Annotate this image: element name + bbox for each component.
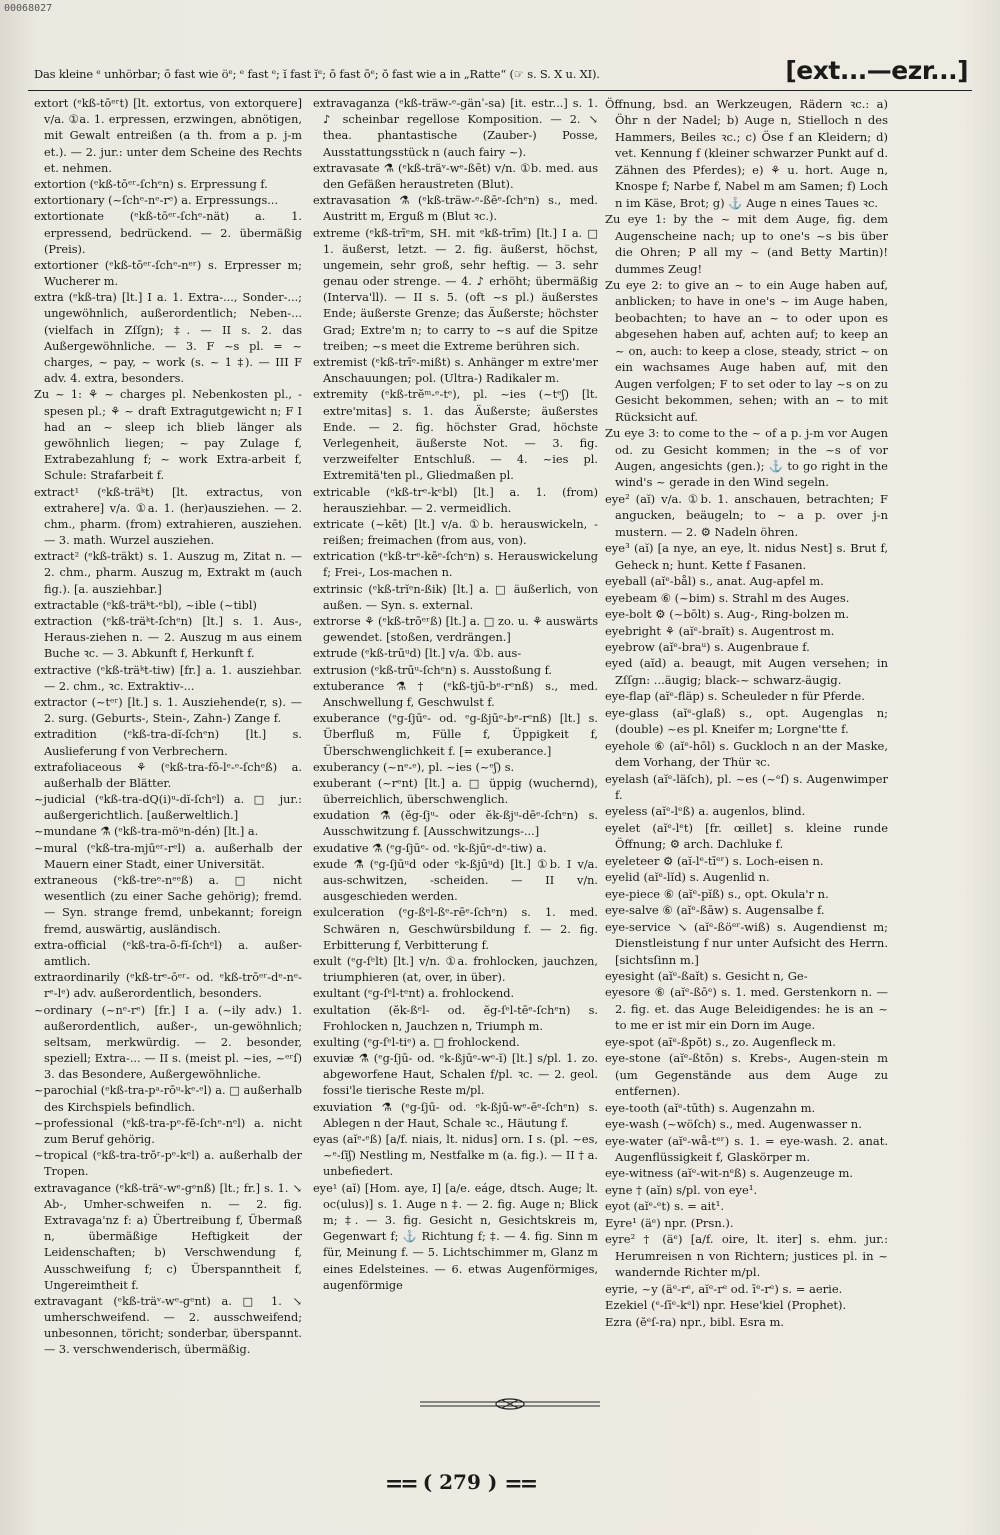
dictionary-entry: eyesore ⑥ (aĭᵉ-ßōᵉ) s. 1. med. Gerstenkorn n. — 2. fig. et. das Auge Beleidigendes: he is an ~ to me er ist mir ein Dorn im Auge. (605, 985, 888, 1033)
dictionary-entry: eyeleteer ⚙ (aĭ-lᵉ-tīᵉʳ) s. Loch-eisen n. (605, 853, 824, 868)
dictionary-entry: ~parochial (ᵉkß-tra-pᵃ-rōᵘ-kᵉ-ᵉl) a. □ außerhalb des Kirchspiels befindlich. (34, 1084, 302, 1114)
dictionary-entry: eyesight (aĭᵉ-ßaĭt) s. Gesicht n, Ge- (605, 969, 808, 984)
dictionary-entry: extricate (~kēt) [lt.] v/a. ①b. herauswickeln, -reißen; freimachen (from aus, von). (313, 517, 598, 548)
dictionary-entry: extrinsic (ᵉkß-trĭᵉn-ßik) [lt.] a. □ äußerlich, von außen. — Syn. s. external. (313, 582, 598, 612)
dictionary-entry: eye-water (aĭᵉ-wå-tᵉʳ) s. 1. = eye-wash. 2. anat. Augenflüssigkeit f, Glaskörper m. (605, 1133, 888, 1164)
dictionary-entry: extricable (ᵉkß-trᵉ-kᵉbl) [lt.] a. 1. (from) herausziehbar. — 2. vermeidlich. (313, 485, 598, 515)
dictionary-entry: eye-piece ⑥ (aĭᵉ-pĭß) s., opt. Okula'r n. (605, 886, 829, 901)
page-footer: == ( 279 ) == (384, 1470, 536, 1497)
dictionary-entry: eyeless (aĭᵉ-lᵉß) a. augenlos, blind. (605, 804, 806, 819)
dictionary-entry: exudative ⚗ (ᵉg-ſjūᵉ- od. ᵉk-ßjūᵉ-dᵉ-tiw) a. (313, 841, 547, 855)
dictionary-entry: extract² (ᵉkß-träkt) s. 1. Auszug m, Zitat n. — 2. chm., pharm. Auszug m, Extrakt m (auch fig.). [a. ausziehbar.] (34, 550, 302, 596)
dictionary-entry: eye-stone (aĭᵉ-ßtōn) s. Krebs-, Augen-stein m (um Gegenstände aus dem Auge zu entfernen). (605, 1051, 888, 1099)
dictionary-entry: eyed (aĭd) a. beaugt, mit Augen versehen; in Zſſgn: ...äugig; black-~ schwarz-äugig. (605, 656, 888, 687)
footer-rule-right: == (504, 1471, 536, 1497)
dictionary-entry: extort (ᵉkß-tōᵉʳt) [lt. extortus, von extorquere] v/a. ①a. 1. erpressen, erzwingen, abnötigen, mit Gewalt entreißen (a th. from a p. j-m et.). — 2. jur.: unter dem Scheine des Rechts et. nehmen. (34, 97, 302, 175)
dictionary-entry: extravaganza (ᵉkß-träw-ᵉ-gänˈ-sa) [it. estr...] s. 1. ♪ scheinbar regellose Komposition. — 2. ↘ thea. phantastische (Zauber-) Posse, Ausstattungsstück n (auch fairy ~). (313, 97, 598, 159)
dictionary-entry: extortioner (ᵉkß-tōᵉʳ-ſchᵉ-nᵉʳ) s. Erpresser m; Wucherer m. (34, 258, 302, 289)
dictionary-entry: eye¹ (aĭ) [Hom. aye, I] [a/e. eáge, dtsch. Auge; lt. oc(ulus)] s. 1. Auge n ‡. — 2. fig. Auge n; Blick m; ‡. — 3. fig. Gesicht n, Gesichtskreis m, Gegenwart f; ⚓ Richtung f; ‡. — 4. fig. Sinn m für, Meinung f. — 5. Lichtschimmer m, Glanz m eines Edelsteines. — 6. etwas Augenförmiges, augenförmige (313, 1181, 598, 1292)
dictionary-entry: Zu eye 2: to give an ~ to ein Auge haben auf, anblicken; to have in one's ~ im Auge haben, beobachten; to have an ~ to oder upon es abgesehen haben auf, achten auf; to keep an ~ on, auch: to keep a close, steady, strict ~ on ein wachsames Auge haben auf, mit den Augen verfolgen; F to set oder to lay ~s on zu Gesicht bekommen, sehen; with an ~ to mit Rücksicht auf. (605, 277, 888, 424)
dictionary-entry: ~ordinary (~nᵉ-rᵉ) [fr.] I a. (~ily adv.) 1. außerordentlich, außer-, un-gewöhnlich; seltsam, merkwürdig. — 2. besonder, speziell; Extra-... — II s. (meist pl. ~ies, ~ᵉʳſ) 3. das Besondere, Außergewöhnliche. (34, 1003, 302, 1082)
dictionary-entry: eyas (aĭᵉ-ᵉß) [a/f. niais, lt. nidus] orn. I s. (pl. ~es, ~ᵉ-ſĭʃ) Nestling m, Nestfalke m (a. fig.). — II † a. unbefiedert. (313, 1133, 598, 1179)
dictionary-entry: ~judicial (ᵉkß-tra-dQ(i)ᵘ-dĭ-ſchᵉl) a. □ jur.: außergerichtlich. [außerweltlich.] (34, 793, 302, 823)
dictionary-entry: exulting (ᵉg-ſᵉl-tiᵉ) a. □ frohlockend. (313, 1035, 520, 1049)
dictionary-entry: eyelet (aĭᵉ-lᵉt) [fr. œillet] s. kleine runde Öffnung; ⚙ arch. Dachluke f. (605, 820, 888, 852)
dictionary-entry: extravasation ⚗ (ᵉkß-träw-ᵉ-ßēᵉ-ſchᵉn) s., med. Austritt m, Erguß m (Blut ꝛc.). (313, 194, 598, 224)
dictionary-entry: exuberancy (~nᵉ-ᵉ), pl. ~ies (~ᵉʃ) s. (313, 760, 515, 774)
dictionary-entry: extrusion (ᵉkß-trūᵘ-ſchᵉn) s. Ausstoßung f. (313, 663, 552, 677)
dictionary-entry: eye-spot (aĭᵉ-ßpŏt) s., zo. Augenfleck m. (605, 1034, 836, 1049)
dictionary-entry: extrorse ⚘ (ᵉkß-trōᵉʳß) [lt.] a. □ zo. u. ⚘ auswärts gewendet. [stoßen, verdrängen.] (313, 615, 598, 645)
page-header (28, 56, 972, 91)
entry-range: [ext...—ezr...] (785, 56, 968, 85)
dictionary-entry: eyne † (aĭn) s/pl. von eye¹. (605, 1182, 758, 1197)
dictionary-entry: Öffnung, bsd. an Werkzeugen, Rädern ꝛc.: a) Öhr n der Nadel; b) Auge n, Stielloch n des Hammers, Beiles ꝛc.; c) Öse f an Kleidern; d) vet. Kennung f (kleiner schwarzer Punkt auf d. Zähnen des Pferdes); e) ⚘ u. hort. Auge n, Knospe f; Narbe f, Nabel m am Samen; f) Loch n im Käse, Brot; g) ⚓ Auge n eines Taues ꝛc. (605, 97, 888, 210)
page-id: 00068027 (4, 3, 53, 14)
dictionary-entry: extractor (~tᵉʳ) [lt.] s. 1. Ausziehende(r, s). — 2. surg. (Geburts-, Stein-, Zahn-) Zange f. (34, 695, 302, 726)
dictionary-entry: extract¹ (ᵉkß-träᵏt) [lt. extractus, von extrahere] v/a. ①a. 1. (her)ausziehen. — 2. chm., pharm. (from) extrahieren, ausziehen. — 3. math. Wurzel ausziehen. (34, 485, 302, 548)
dictionary-entry: ~mundane ⚗ (ᵉkß-tra-möᵘn-dén) [lt.] a. (34, 825, 259, 839)
dictionary-entry: eye-glass (aĭᵉ-glaß) s., opt. Augenglas n; (double) ~es pl. Kneifer m; Lorgne'tte f. (605, 705, 888, 737)
page-number: 279 (439, 1470, 481, 1494)
dictionary-entry: exuviation ⚗ (ᵉg-ſjū- od. ᵉk-ßjū-wᵉ-ēᵉ-ſchᵉn) s. Ablegen n der Haut, Schale ꝛc., Häutung f. (313, 1100, 598, 1130)
dictionary-entry: eyrie, ~y (äᵉ-rᵉ, aĭᵉ-rᵉ od. īᵉ-rᵉ) s. = aerie. (605, 1281, 843, 1296)
footer-rule-left: == (384, 1471, 416, 1497)
dictionary-entry: exultant (ᵉg-ſᵉl-tᵉnt) a. frohlockend. (313, 987, 515, 1001)
pronunciation-key: Das kleine ᵉ unhörbar; ō fast wie öᵉ; ᵉ fast ᵉ; ĭ fast ĭᵉ; ō fast ōᵉ; ŏ fast wie a in „Ratte“ (☞ s. S. X u. XI). (34, 67, 600, 81)
dictionary-entry: extra (ᵉkß-tra) [lt.] I a. 1. Extra-..., Sonder-...; ungewöhnlich, außerordentlich; Neben-... (vielfach in Zſſgn); ‡. — II s. 2. das Außergewöhnliche. — 3. F ~s pl. = ~ charges, ~ pay, ~ work (s. ~ 1 ‡). — III F adv. 4. extra, besonders. (34, 291, 302, 386)
dictionary-entry: Ezra (ĕᵉſ-ra) npr., bibl. Esra m. (605, 1314, 785, 1329)
dictionary-entry: extractable (ᵉkß-träᵏt-ᵉbl), ~ible (~tibl) (34, 598, 257, 612)
column-middle (313, 96, 598, 1336)
dictionary-entry: Ezekiel (ᵉ-ſīᵉ-kᵉl) npr. Hese'kiel (Prophet). (605, 1298, 847, 1313)
dictionary-entry: exuberant (~rᵉnt) [lt.] a. □ üppig (wuchernd), überreichlich, überschwenglich. (313, 776, 598, 807)
dictionary-entry: eye-salve ⑥ (aĭᵉ-ßāw) s. Augensalbe f. (605, 903, 825, 918)
dictionary-entry: eye-witness (aĭᵉ-wit-nᵉß) s. Augenzeuge m. (605, 1166, 854, 1181)
dictionary-entry: exultation (ĕk-ßᵉl- od. ĕg-ſᵉl-tēᵉ-ſchᵉn) s. Frohlocken n, Jauchzen n, Triumph m. (313, 1003, 598, 1033)
dictionary-entry: exulceration (ᵉg-ßᵉl-ßᵉ-rēᵉ-ſchᵉn) s. 1. med. Schwären n, Geschwürsbildung f. — 2. fig. Erbitterung f, Verbitterung f. (313, 906, 598, 952)
dictionary-entry: eye-flap (aĭᵉ-fläp) s. Scheuleder n für Pferde. (605, 689, 865, 704)
dictionary-entry: exudation ⚗ (ĕg-ſjᵘ- oder ĕk-ßjᵘ-dēᵉ-ſchᵉn) s. Ausschwitzung f. [Ausschwitzungs-...] (313, 809, 598, 839)
dictionary-entry: eye-bolt ⚙ (~bōlt) s. Aug-, Ring-bolzen m. (605, 607, 849, 622)
dictionary-entry: extremist (ᵉkß-trīᵉ-mißt) s. Anhänger m extre'mer Anschauungen; pol. (Ultra-) Radikaler m. (313, 356, 598, 386)
dictionary-entry: eyehole ⑥ (aĭᵉ-hōl) s. Guckloch n an der Maske, dem Vorhang, der Thür ꝛc. (605, 738, 888, 770)
dictionary-entry: ~mural (ᵉkß-tra-mjūᵉʳ-rᵉl) a. außerhalb der Mauern einer Stadt, einer Universität. (34, 841, 302, 871)
dictionary-entry: extraneous (ᵉkß-treᵉ-nᵉᵉß) a. □ nicht wesentlich (zu einer Sache gehörig); fremd. — Syn. strange fremd, unbekannt; foreign fremd, auswärtig, ausländisch. (34, 874, 302, 936)
dictionary-entry: extortionate (ᵉkß-tōᵉʳ-ſchᵉ-nät) a. 1. erpressend, bedrückend. — 2. übermäßig (Preis). (34, 210, 302, 256)
dictionary-entry: eyot (aĭᵉ-ᵉt) s. = ait¹. (605, 1199, 725, 1214)
dictionary-entry: eye-service ↘ (aĭᵉ-ßöᵉʳ-wiß) s. Augendienst m; Dienstleistung f nur unter Aufsicht des Herrn. [sichtsſinn m.] (605, 919, 888, 967)
dictionary-entry: eyebeam ⑥ (~bim) s. Strahl m des Auges. (605, 590, 850, 605)
dictionary-entry: extuberance ⚗ † (ᵉkß-tjū-bᵉ-rᵉnß) s., med. Anschwellung f, Geschwulst f. (313, 679, 598, 709)
column-left (34, 96, 302, 1361)
dictionary-entry: extrication (ᵉkß-trᵉ-kēᵉ-ſchᵉn) s. Herauswickelung f; Frei-, Los-machen n. (313, 550, 598, 580)
dictionary-entry: extradition (ᵉkß-tra-dĭ-ſchᵉn) [lt.] s. Auslieferung f von Verbrechern. (34, 728, 302, 758)
dictionary-entry: Zu ~ 1: ⚘ ~ charges pl. Nebenkosten pl., -spesen pl.; ⚘ ~ draft Extragutgewicht n; F I had an ~ sleep ich blieb länger als gewöhnlich liegen; ~ pay Zulage f, Extrabezahlung f; ~ work Extra-arbeit f, Schule: Strafarbeit f. (34, 388, 302, 483)
dictionary-entry: extravagance (ᵉkß-träᵛ-wᵉ-gᵉnß) [lt.; fr.] s. 1. ↘ Ab-, Umher-schweifen n. — 2. fig. Extravaga'nz f: a) Übertreibung f, Übermaß n, übermäßige Heftigkeit der Leidenschaften; b) Verschwendung f, Ausschweifung f; c) Überspanntheit f, Ungereimtheit f. (34, 1181, 302, 1292)
dictionary-entry: Zu eye 1: by the ~ mit dem Auge, fig. dem Augenscheine nach; up to one's ~s bis über die Ohren; P all my ~ (and Betty Martin)! dummes Zeug! (605, 212, 888, 276)
dictionary-entry: extreme (ᵉkß-trīᵉm, SH. mit ᵉkß-trīm) [lt.] I a. □ 1. äußerst, letzt. — 2. fig. äußerst, höchst, ungemein, sehr groß, sehr heftig. — 3. sehr genau oder strenge. — 4. ♪ erhöht; übermäßig (Interva'll). — II s. 5. (oft ~s pl.) äußerstes Ende; äußerste Grenze; das Äußerste; höchster Grad; Extre'm n; to carry to ~s auf die Spitze treiben; ~s meet die Extreme berühren sich. (313, 226, 598, 353)
dictionary-entry: eyebrow (aĭᵉ-braᵘ) s. Augenbraue f. (605, 639, 810, 654)
dictionary-entry: eyebright ⚘ (aĭᵉ-braĭt) s. Augentrost m. (605, 623, 835, 638)
dictionary-entry: eyeball (aĭᵉ-bål) s., anat. Aug-apfel m. (605, 574, 824, 589)
dictionary-entry: ~professional (ᵉkß-tra-pᵉ-fĕ-ſchᵉ-nᵉl) a. nicht zum Beruf gehörig. (34, 1116, 302, 1146)
dictionary-entry: Eyre¹ (äᵉ) npr. (Prsn.). (605, 1215, 734, 1230)
dictionary-entry: extractive (ᵉkß-träᵏt-tiw) [fr.] a. 1. ausziehbar. — 2. chm., ꝛc. Extraktiv-... (34, 663, 302, 693)
dictionary-entry: Zu eye 3: to come to the ~ of a p. j-m vor Augen od. zu Gesicht kommen; in the ~s of vor Augen, angesichts (gen.); ⚓ to go right in the wind's ~ gerade in den Wind segeln. (605, 426, 888, 490)
dictionary-entry: ~tropical (ᵉkß-tra-trŏʳ-pᵉ-kᵉl) a. außerhalb der Tropen. (34, 1149, 302, 1179)
dictionary-entry: eye² (aĭ) v/a. ①b. 1. anschauen, betrachten; F angucken, beäugeln; to ~ a p. over j-n mustern. — 2. ⚙ Nadeln öhren. (605, 491, 888, 539)
dictionary-entry: eye-wash (~wöſch) s., med. Augenwasser n. (605, 1117, 862, 1132)
dictionary-entry: eye³ (aĭ) [a nye, an eye, lt. nidus Nest] s. Brut f, Geheck n; hunt. Kette f Fasanen. (605, 541, 888, 572)
dictionary-entry: exult (ᵉg-ſᵉlt) [lt.] v/n. ①a. frohlocken, jauchzen, triumphieren (at, over, in über). (313, 954, 598, 985)
dictionary-entry: exuviæ ⚗ (ᵉg-ſjū- od. ᵉk-ßjūᵉ-wᵉ-ĭ) [lt.] s/pl. 1. zo. abgeworfene Haut, Schalen f/pl. ꝛc. — 2. geol. fossi'le tierische Reste m/pl. (313, 1052, 598, 1098)
end-ornament (410, 1397, 610, 1411)
dictionary-entry: extraction (ᵉkß-träᵏt-ſchᵉn) [lt.] s. 1. Aus-, Heraus-ziehen n. — 2. Auszug m aus einem Buche ꝛc. — 3. Abkunft f, Herkunft f. (34, 615, 302, 661)
dictionary-entry: extortion (ᵉkß-tōᵉʳ-ſchᵉn) s. Erpressung f. (34, 177, 268, 191)
dictionary-entry: extrude (ᵉkß-trūᵘd) [lt.] v/a. ①b. aus- (313, 647, 522, 661)
dictionary-entry: eyelid (aĭᵉ-lĭd) s. Augenlid n. (605, 870, 770, 885)
dictionary-entry: extraordinarily (ᵉkß-trᵉ-ōᵉʳ- od. ᵉkß-trōᵉʳ-dᵉ-nᵉ-rᵉ-lᵉ) adv. außerordentlich, besonders. (34, 971, 302, 1001)
dictionary-entry: eye-tooth (aĭᵉ-tūth) s. Augenzahn m. (605, 1100, 816, 1115)
dictionary-entry: extremity (ᵉkß-trĕᵐ-ᵉ-tᵉ), pl. ~ies (~tᵉʃ) [lt. extre'mitas] s. 1. das Äußerste; äußerstes Ende. — 2. fig. höchster Grad, höchste Verlegenheit, äußerste Not. — 3. fig. verzweifelter Entschluß. — 4. ~ies pl. Extremitä'ten pl., Gliedmaßen pl. (313, 388, 598, 483)
column-right (605, 96, 888, 1356)
dictionary-entry: exuberance (ᵉg-ſjūᵉ- od. ᵉg-ßjūᵉ-bᵉ-rᵉnß) [lt.] s. Überfluß m, Fülle f, Üppigkeit f, Überschwenglichkeit f. [= exuberance.] (313, 712, 598, 758)
dictionary-entry: extortionary (~ſchᵉ-nᵉ-rᵉ) a. Erpressungs... (34, 194, 279, 208)
dictionary-entry: extrafoliaceous ⚘ (ᵉkß-tra-fō-lᵉ-ᵉ-ſchᵉß) a. außerhalb der Blätter. (34, 760, 302, 790)
dictionary-entry: eyelash (aĭᵉ-läſch), pl. ~es (~ᵉſ) s. Augenwimper f. (605, 771, 888, 803)
dictionary-entry: extravagant (ᵉkß-träᵛ-wᵉ-gᵉnt) a. □ 1. ↘ umherschweifend. — 2. ausschweifend; unbesonnen, töricht; sonderbar, überspannt. — 3. verschwenderisch, übermäßig. (34, 1294, 302, 1357)
dictionary-entry: extra-official (ᵉkß-tra-ō-fĭ-ſchᵉl) a. außer-amtlich. (34, 938, 302, 968)
dictionary-entry: exude ⚗ (ᵉg-ſjūᵘd oder ᵉk-ßjūᵘd) [lt.] ①b. I v/a. aus-schwitzen, -scheiden. — II v/n. ausgeschieden werden. (313, 857, 598, 904)
dictionary-entry: eyre² † (äᵉ) [a/f. oire, lt. iter] s. ehm. jur.: Herumreisen n von Richtern; justices pl. in ~ wandernde Richter m/pl. (605, 1232, 888, 1280)
dictionary-entry: extravasate ⚗ (ᵉkß-träᵛ-wᵉ-ßēt) v/n. ①b. med. aus den Gefäßen heraustreten (Blut). (313, 161, 598, 191)
